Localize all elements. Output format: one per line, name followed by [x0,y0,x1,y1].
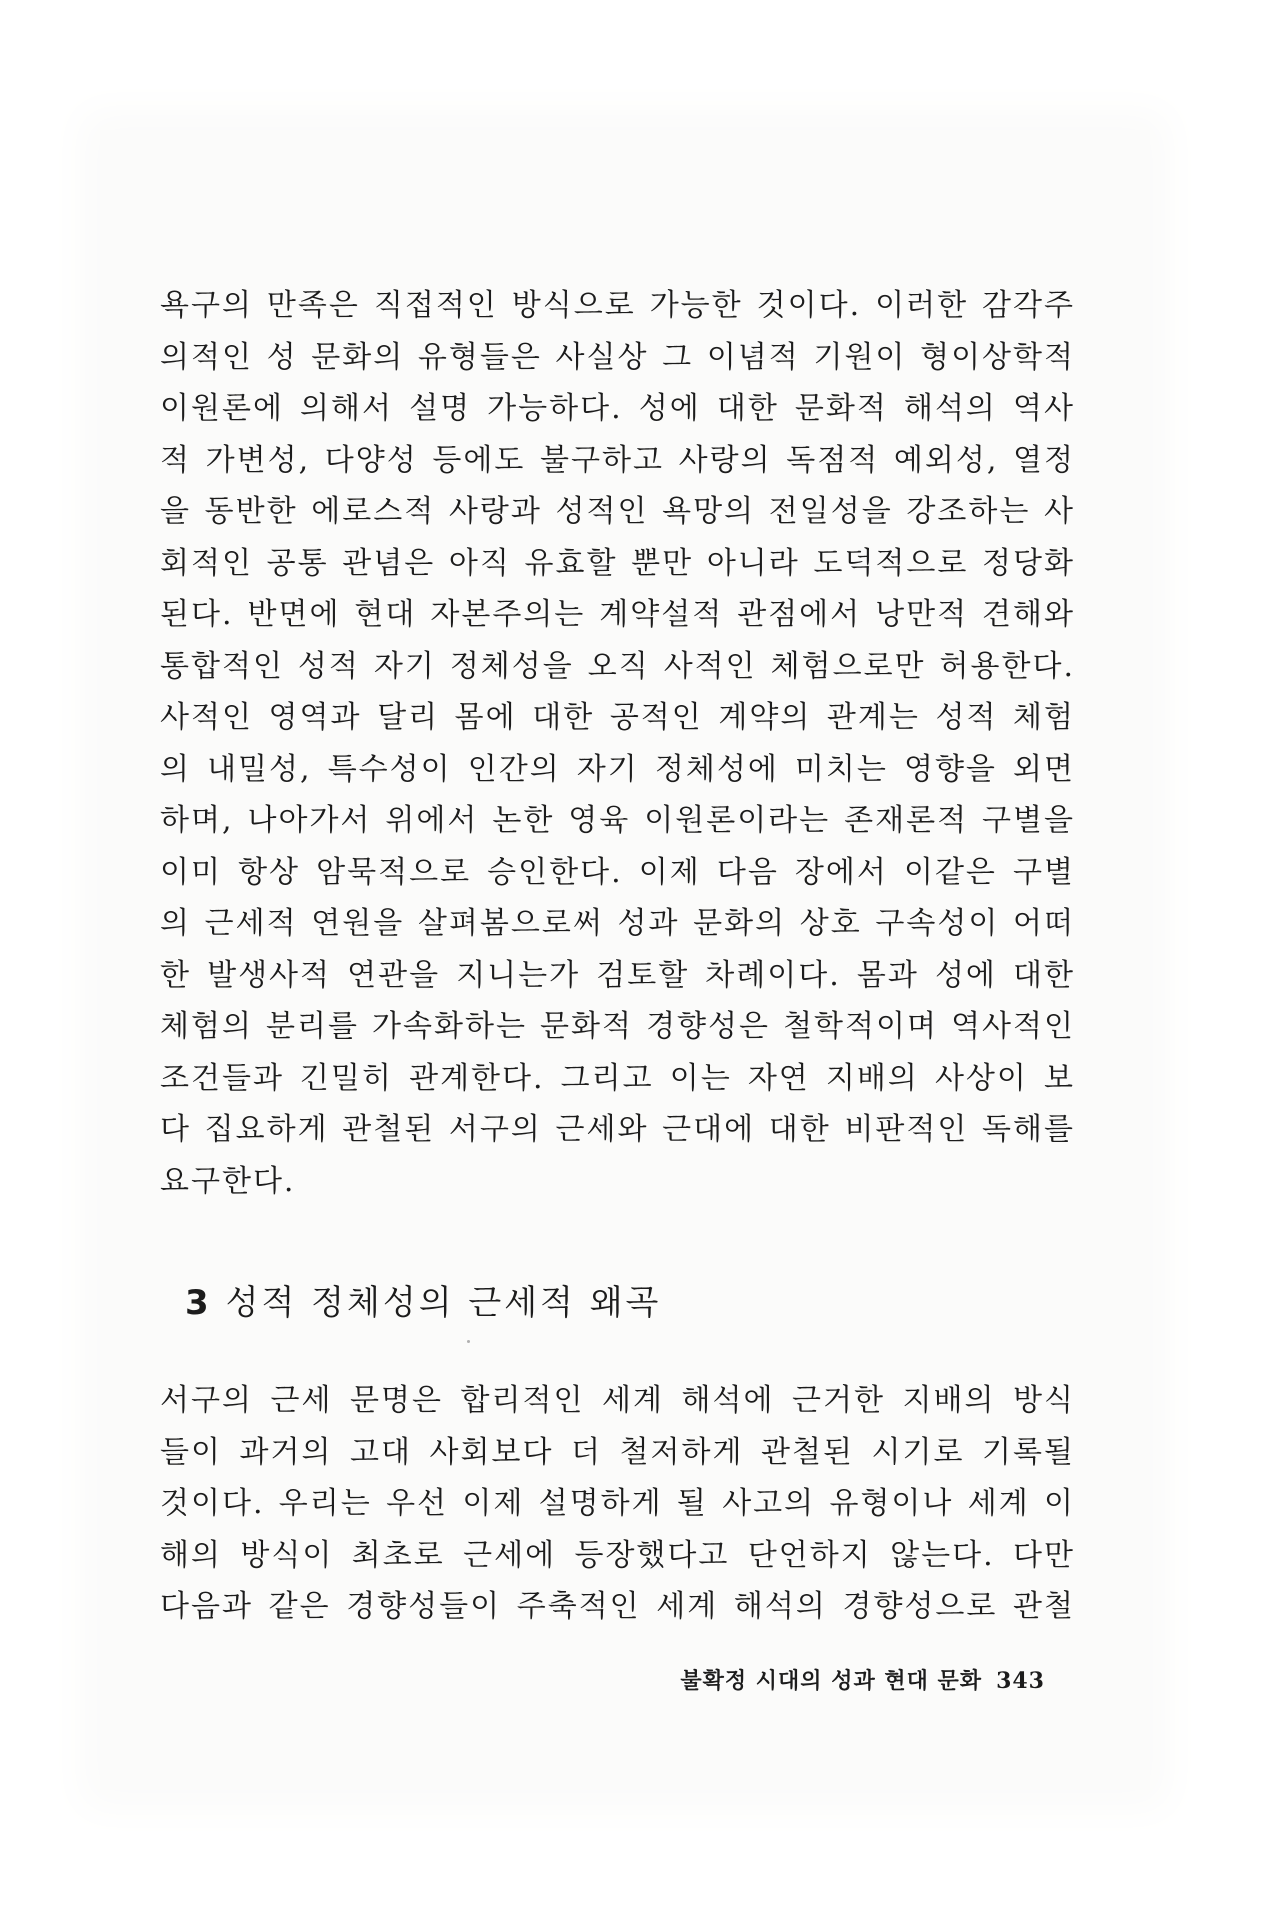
body-paragraph-1 [160,280,1075,1207]
text-line: 서구의 근세 문명은 합리적인 세계 해석에 근거한 지배의 방식 [160,1383,1075,1418]
text-line: 다 집요하게 관철된 서구의 근세와 근대에 대한 비판적인 독해를 [160,1112,1075,1147]
text-line: 의 내밀성, 특수성이 인간의 자기 정체성에 미치는 영향을 외면 [160,751,1075,787]
text-line: 욕구의 만족은 직접적인 방식으로 가능한 것이다. 이러한 감각주 [160,288,1075,323]
body-paragraph-2 [160,1375,1075,1633]
text-line: 다음과 같은 경향성들이 주축적인 세계 해석의 경향성으로 관철 [160,1589,1075,1624]
text-line: 조건들과 긴밀히 관계한다. 그리고 이는 자연 지배의 사상이 보 [160,1060,1075,1096]
text-line: 들이 과거의 고대 사회보다 더 철저하게 관철된 시기로 기록될 [160,1434,1075,1470]
text-line: 의적인 성 문화의 유형들은 사실상 그 이념적 기원이 형이상학적 [160,339,1075,375]
text-line: 한 발생사적 연관을 지니는가 검토할 차례이다. 몸과 성에 대한 [160,957,1075,993]
text-line: 사적인 영역과 달리 몸에 대한 공적인 계약의 관계는 성적 체험 [160,700,1075,735]
text-line: 체험의 분리를 가속화하는 문화적 경향성은 철학적이며 역사적인 [160,1009,1075,1044]
page-footer [680,1664,1045,1695]
print-speck [467,1340,470,1343]
section-title: 성적 정체성의 근세적 왜곡 [225,1283,662,1323]
text-line: 해의 방식이 최초로 근세에 등장했다고 단언하지 않는다. 다만 [160,1537,1075,1573]
page-number: 343 [996,1668,1045,1694]
text-line: 것이다. 우리는 우선 이제 설명하게 될 사고의 유형이나 세계 이 [160,1486,1075,1521]
text-line: 된다. 반면에 현대 자본주의는 계약설적 관점에서 낭만적 견해와 [160,597,1075,632]
text-line: 회적인 공통 관념은 아직 유효할 뿐만 아니라 도덕적으로 정당화 [160,545,1075,581]
text-line: 을 동반한 에로스적 사랑과 성적인 욕망의 전일성을 강조하는 사 [160,494,1075,529]
text-line: 요구한다. [160,1163,296,1199]
section-number: 3 [185,1283,212,1323]
text-line: 이미 항상 암묵적으로 승인한다. 이제 다음 장에서 이같은 구별 [160,854,1075,890]
text-line: 의 근세적 연원을 살펴봄으로써 성과 문화의 상호 구속성이 어떠 [160,906,1075,941]
section-heading [185,1275,661,1324]
text-line: 통합적인 성적 자기 정체성을 오직 사적인 체험으로만 허용한다. [160,648,1075,684]
text-line: 이원론에 의해서 설명 가능하다. 성에 대한 문화적 해석의 역사 [160,391,1075,426]
text-line: 하며, 나아가서 위에서 논한 영육 이원론이라는 존재론적 구별을 [160,803,1075,838]
running-title: 불확정 시대의 성과 현대 문화 [680,1668,983,1694]
text-line: 적 가변성, 다양성 등에도 불구하고 사랑의 독점적 예외성, 열정 [160,442,1075,478]
